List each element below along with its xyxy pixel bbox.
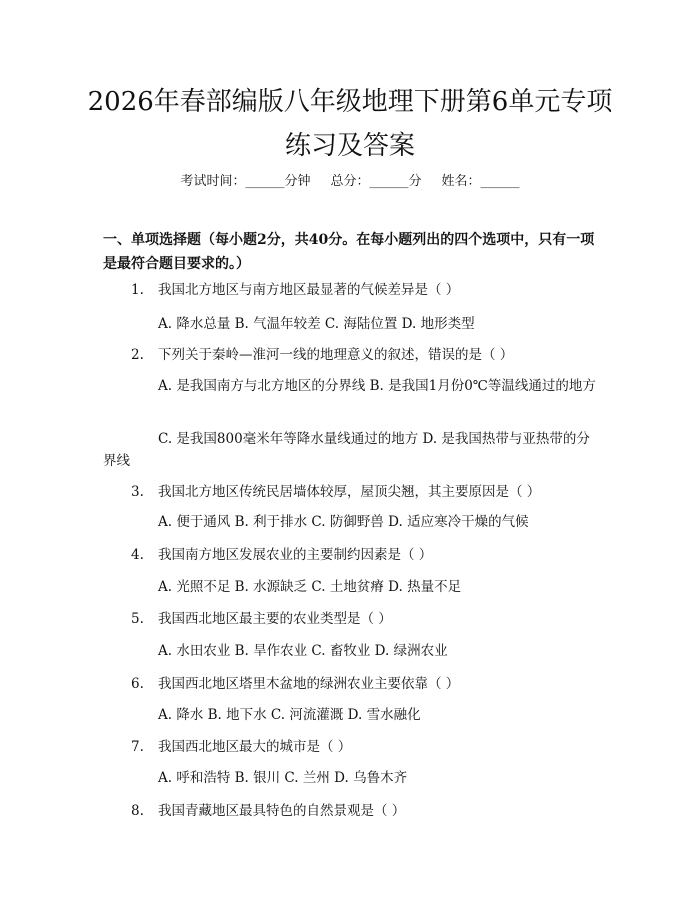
question-number: 5. <box>131 611 144 627</box>
question-7 <box>131 736 351 758</box>
question-2 <box>131 344 513 366</box>
question-text: 我国青藏地区最具特色的自然景观是（ ） <box>158 803 406 819</box>
question-number: 8. <box>131 803 144 819</box>
question-text: 我国北方地区与南方地区最显著的气候差异是（ ） <box>158 282 460 298</box>
question-3 <box>131 481 540 503</box>
total-score-field: 总分：______分 <box>330 174 422 189</box>
question-3-options: A. 便于通风 B. 利于排水 C. 防御野兽 D. 适应寒冷干燥的气候 <box>158 514 529 530</box>
question-number: 4. <box>131 547 144 563</box>
question-4 <box>131 544 432 566</box>
question-text: 我国北方地区传统民居墙体较厚，屋顶尖翘，其主要原因是（ ） <box>158 484 541 500</box>
question-text: 我国西北地区最主要的农业类型是（ ） <box>158 611 392 627</box>
student-name-field: 姓名：______ <box>441 174 520 189</box>
question-2-options-line-2: C. 是我国800毫米年等降水量线通过的地方 D. 是我国热带与亚热带的分界线 <box>103 431 590 469</box>
exam-info-line <box>0 170 700 189</box>
question-number: 7. <box>131 739 144 755</box>
question-1-options: A. 降水总量 B. 气温年较差 C. 海陆位置 D. 地形类型 <box>158 316 475 332</box>
question-1 <box>131 279 459 301</box>
question-number: 3. <box>131 484 144 500</box>
question-2-options-line-1: A. 是我国南方与北方地区的分界线 B. 是我国1月份0℃等温线通过的地方 <box>158 378 596 394</box>
question-6-options: A. 降水 B. 地下水 C. 河流灌溉 D. 雪水融化 <box>158 707 421 723</box>
question-number: 1. <box>131 282 144 298</box>
question-text: 我国西北地区最大的城市是（ ） <box>158 739 352 755</box>
question-text: 下列关于秦岭—淮河一线的地理意义的叙述，错误的是（ ） <box>158 347 514 363</box>
question-5-options: A. 水田农业 B. 旱作农业 C. 畜牧业 D. 绿洲农业 <box>158 643 448 659</box>
question-6 <box>131 673 459 695</box>
question-text: 我国西北地区塔里木盆地的绿洲农业主要依靠（ ） <box>158 676 460 692</box>
question-5 <box>131 608 392 630</box>
question-number: 2. <box>131 347 144 363</box>
question-4-options: A. 光照不足 B. 水源缺乏 C. 土地贫瘠 D. 热量不足 <box>158 579 462 595</box>
question-8 <box>131 800 405 822</box>
section-heading: 一、单项选择题（每小题2分，共40分。在每小题列出的四个选项中，只有一项是最符合题目要求的。） <box>103 232 595 272</box>
document-title: 2026年春部编版八年级地理下册第6单元专项练习及答案 <box>87 87 613 161</box>
question-text: 我国南方地区发展农业的主要制约因素是（ ） <box>158 547 433 563</box>
question-7-options: A. 呼和浩特 B. 银川 C. 兰州 D. 乌鲁木齐 <box>158 770 408 786</box>
question-number: 6. <box>131 676 144 692</box>
exam-time-field: 考试时间：______分钟 <box>180 174 311 189</box>
